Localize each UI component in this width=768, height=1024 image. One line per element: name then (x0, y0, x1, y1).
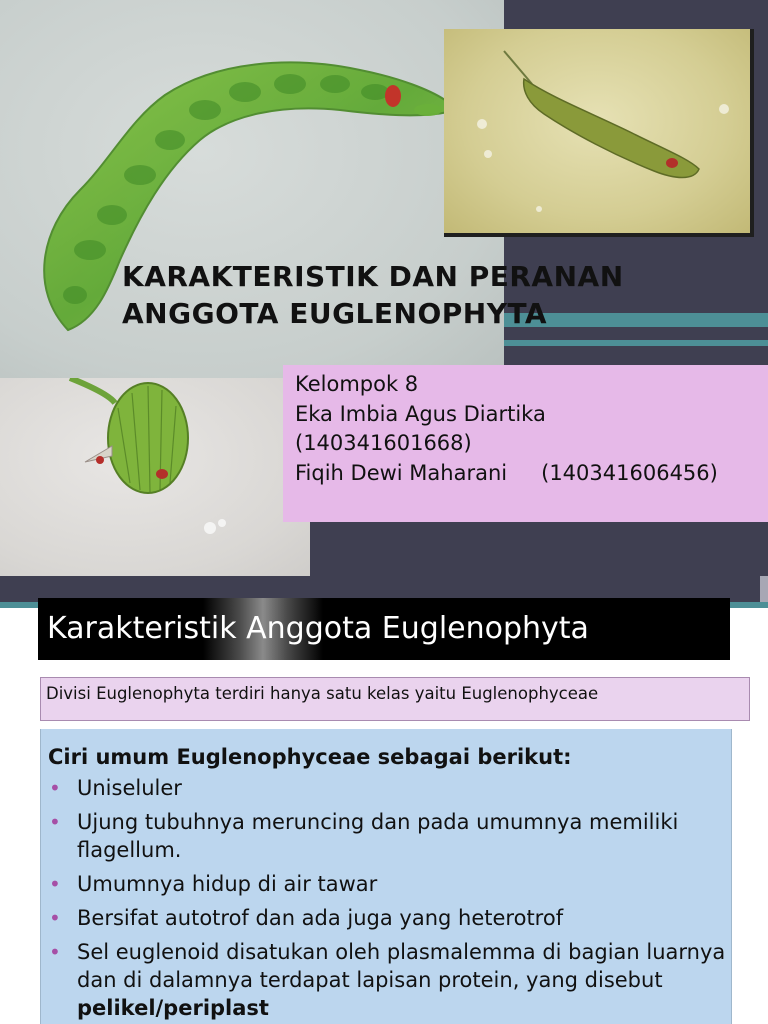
euglena-spindle-cell-image (444, 29, 750, 233)
list-item (48, 938, 731, 1022)
bullet-icon: • (49, 810, 61, 834)
presentation-title (122, 258, 722, 332)
header-band-accent (760, 576, 768, 602)
list-item-text: Bersifat autotrof dan ada juga yang heterotrof (77, 906, 564, 930)
list-item-bold-term: pelikel/periplast (77, 996, 269, 1020)
title-line-2: ANGGOTA EUGLENOPHYTA (122, 297, 548, 330)
bullet-icon: • (49, 906, 61, 930)
bullet-icon: • (49, 872, 61, 896)
characteristics-heading: Ciri umum Euglenophyceae sebagai berikut: (48, 745, 572, 769)
characteristics-box (40, 729, 732, 1024)
intro-text: Divisi Euglenophyta terdiri hanya satu kelas yaitu Euglenophyceae (46, 684, 599, 703)
group-info-box (283, 365, 768, 522)
euglena-micrograph-yellow (444, 29, 754, 237)
bullet-icon: • (49, 940, 61, 964)
list-item-text: Ujung tubuhnya meruncing dan pada umumnya memiliki flagellum. (77, 810, 679, 862)
list-item (48, 870, 731, 898)
slide-heading-bar (38, 598, 730, 660)
list-item (48, 808, 731, 864)
accent-stripe (504, 340, 768, 346)
member-1-id: (140341601668) (295, 431, 472, 455)
list-item (48, 774, 731, 802)
list-item-text: Uniseluler (77, 776, 182, 800)
member-2-row (295, 459, 768, 489)
member-2-name: Fiqih Dewi Maharani (295, 460, 508, 485)
slide-heading: Karakteristik Anggota Euglenophyta (47, 611, 589, 646)
phacus-micrograph (0, 378, 310, 576)
characteristics-list (48, 774, 731, 1022)
group-label: Kelompok 8 (295, 372, 419, 396)
member-1-name: Eka Imbia Agus Diartika (295, 401, 546, 426)
title-line-1: KARAKTERISTIK DAN PERANAN (122, 260, 624, 293)
member-2-id: (140341606456) (541, 460, 718, 485)
intro-text-box (40, 677, 750, 721)
phacus-cell-image (0, 378, 310, 576)
content-slide (0, 576, 768, 1024)
list-item (48, 904, 731, 932)
bullet-icon: • (49, 776, 61, 800)
list-item-text: Sel euglenoid disatukan oleh plasmalemma di bagian luarnya dan di dalamnya terdapat lapisan protein, yang disebut (77, 940, 726, 992)
list-item-text: Umumnya hidup di air tawar (77, 872, 378, 896)
